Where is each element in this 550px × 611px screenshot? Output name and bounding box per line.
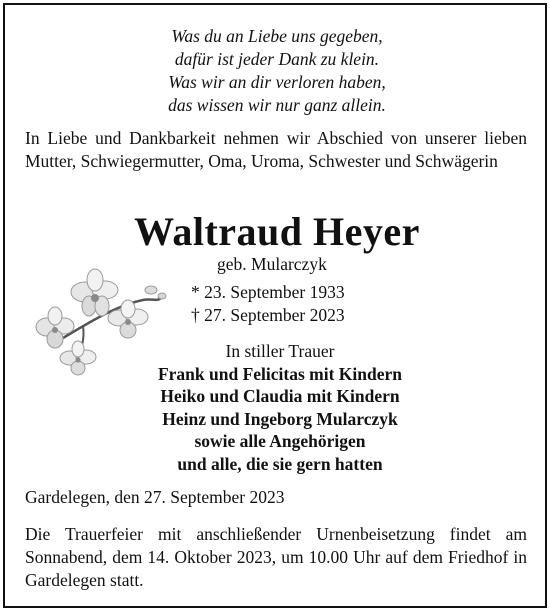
life-dates [191, 281, 345, 327]
mourner-line: Heinz und Ingeborg Mularczyk [162, 408, 398, 429]
service-info: Die Trauerfeier mit anschließender Urnenbeisetzung findet am Sonnabend, dem 14. Oktober 2023, um 10.00 Uhr auf dem Friedhof in Gardelegen statt. [25, 524, 527, 590]
poem-line-3: Was wir an dir verloren haben, [168, 72, 386, 92]
mourners [105, 340, 455, 475]
poem-line-2: dafür ist jeder Dank zu klein. [174, 49, 380, 69]
poem [5, 25, 549, 117]
birth-date: * 23. September 1933 [191, 282, 345, 302]
mourner-line: Frank und Felicitas mit Kindern [157, 363, 403, 384]
intro-text: In Liebe und Dankbarkeit nehmen wir Abschied von unserer lieben Mutter, Schwiegermutter, Oma, Uroma, Schwester und Schwägerin [25, 128, 527, 171]
poem-line-4: das wissen wir nur ganz allein. [168, 95, 386, 115]
place-and-date: Gardelegen, den 27. September 2023 [25, 487, 285, 507]
mourner-line: Heiko und Claudia mit Kindern [160, 386, 400, 406]
poem-line-1: Was du an Liebe uns gegeben, [171, 26, 383, 46]
mourner-line: und alle, die sie gern hatten [177, 453, 383, 474]
obituary-frame [3, 3, 547, 608]
mourners-lead: In stiller Trauer [225, 341, 335, 361]
mourner-line: sowie alle Angehörigen [194, 431, 366, 451]
birth-name: geb. Mularczyk [217, 254, 327, 274]
deceased-name: Waltraud Heyer [134, 209, 420, 254]
death-date: † 27. September 2023 [191, 305, 345, 325]
